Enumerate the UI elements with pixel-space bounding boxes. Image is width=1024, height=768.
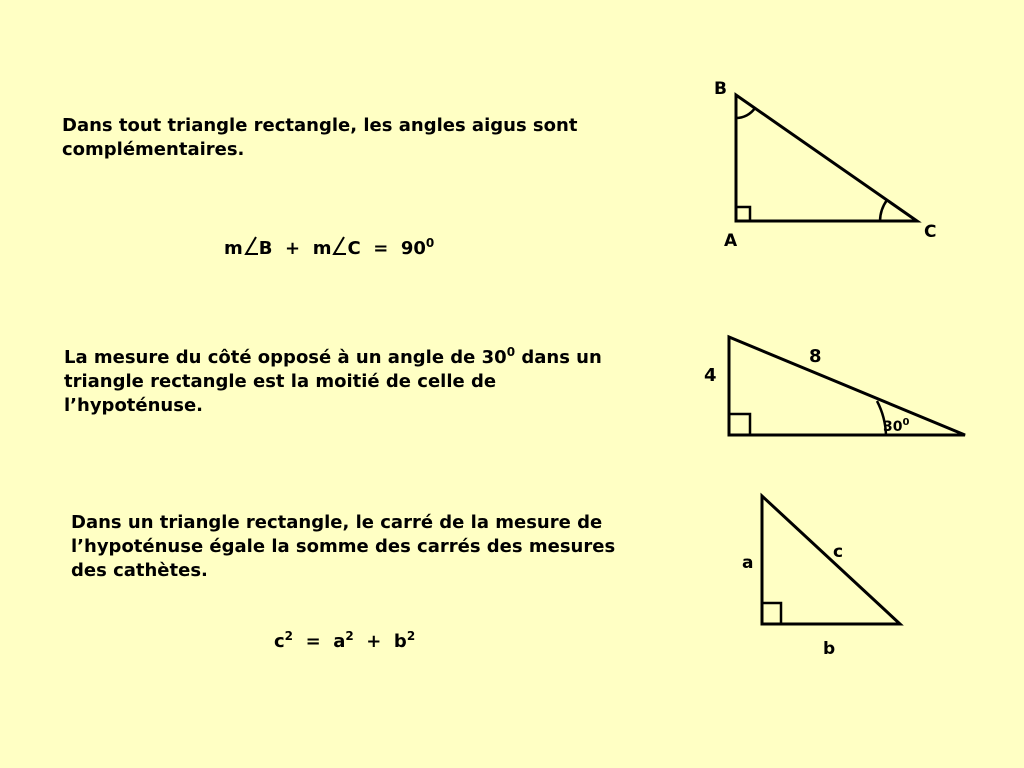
section2-statement-line2: triangle rectangle est la moitié de celle de <box>64 371 497 392</box>
side-label-a: a <box>742 553 754 573</box>
formula-m2: m <box>312 238 332 259</box>
section2-line1-a: La mesure du côté opposé à un angle de 30 <box>64 347 507 368</box>
formula-c: c <box>274 631 285 652</box>
triangle-2-shape <box>729 337 965 435</box>
triangle-2 <box>704 337 965 435</box>
section2-statement-line3: l’hypoténuse. <box>64 395 204 416</box>
formula-a: a <box>333 631 346 652</box>
vertex-label-b: B <box>714 79 727 99</box>
section1-statement-line2: complémentaires. <box>62 139 245 160</box>
angle-value: 30 <box>883 419 903 435</box>
formula-plus: + <box>366 631 382 652</box>
angle-label-30 <box>883 417 909 435</box>
section3-statement-line3: des cathètes. <box>71 560 208 581</box>
formula-m1: m <box>224 238 243 259</box>
angle-degree: 0 <box>902 417 910 428</box>
triangle-3 <box>742 496 900 659</box>
side-label-c: c <box>833 542 844 562</box>
formula-equals: = <box>373 238 389 259</box>
formula-b: b <box>393 631 407 652</box>
section2-line1-b: dans un <box>515 347 602 368</box>
right-angle-marker <box>762 603 781 624</box>
section1-statement-line1: Dans tout triangle rectangle, les angles aigus sont <box>62 115 578 136</box>
side-label-hypotenuse: 8 <box>809 346 822 367</box>
side-label-b: b <box>823 639 836 659</box>
section3-statement-line1: Dans un triangle rectangle, le carré de la mesure de <box>71 512 603 533</box>
formula-c-squared: 2 <box>284 629 294 643</box>
formula-equals: = <box>305 631 321 652</box>
right-angle-marker <box>736 207 750 221</box>
formula-plus: + <box>285 238 301 259</box>
triangle-1 <box>714 79 936 251</box>
triangle-3-shape <box>762 496 900 624</box>
formula-degree: 0 <box>425 236 435 250</box>
side-label-leg: 4 <box>704 365 717 386</box>
formula-angle-c: C <box>347 238 361 259</box>
triangle-1-shape <box>736 95 917 221</box>
right-angle-marker <box>729 414 750 435</box>
formula-value: 90 <box>400 238 426 259</box>
formula-angle-b: B <box>258 238 273 259</box>
section3-statement-line2: l’hypoténuse égale la somme des carrés des mesures <box>71 536 616 557</box>
section2-line1-degree: 0 <box>506 345 516 359</box>
formula-b-squared: 2 <box>406 629 416 643</box>
angle-c-arc <box>880 200 887 221</box>
formula-a-squared: 2 <box>345 629 354 643</box>
vertex-label-a: A <box>724 231 738 251</box>
angle-b-arc <box>736 108 755 118</box>
vertex-label-c: C <box>924 222 937 242</box>
